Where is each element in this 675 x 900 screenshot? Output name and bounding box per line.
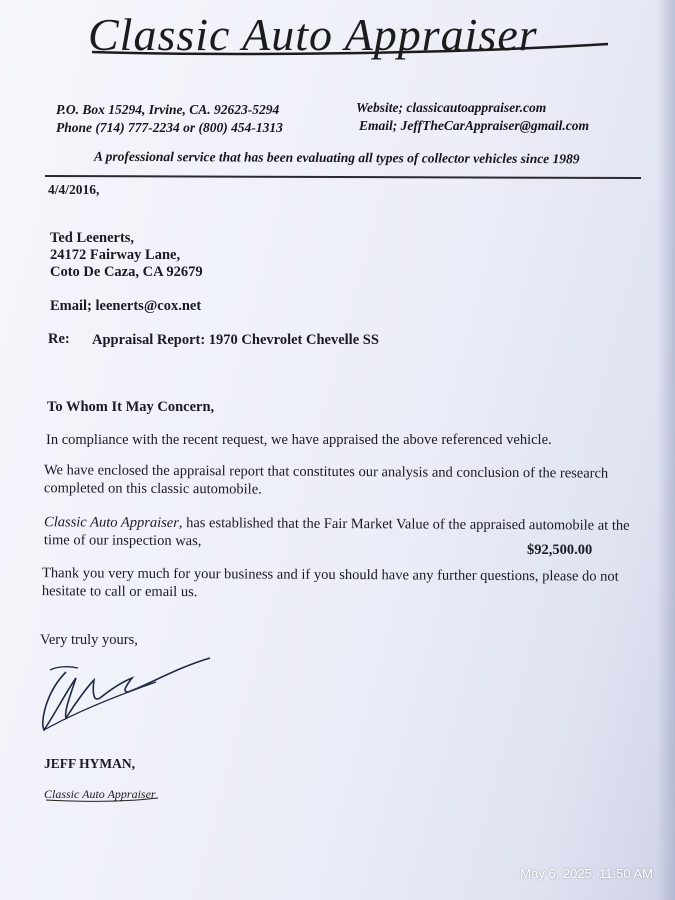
recipient-street: 24172 Fairway Lane,: [50, 247, 181, 263]
signer-company-logo: [44, 782, 162, 808]
paper-shadow-edge: [657, 0, 675, 900]
company-tagline: A professional service that has been evaluating all types of collector vehicles since 1989: [93, 148, 580, 167]
recipient-email: Email; leenerts@cox.net: [50, 298, 202, 314]
paragraph-4: Thank you very much for your business and if you should have any further questions, please do not hesitate to call or email us.: [41, 565, 619, 601]
re-label: Re:: [48, 331, 70, 347]
company-phone: Phone (714) 777-2234 or (800) 454-1313: [56, 120, 283, 135]
re-subject: Appraisal Report: 1970 Chevrolet Chevelle SS: [92, 332, 379, 348]
company-logo: [88, 6, 613, 72]
company-email: Email; JeffTheCarAppraiser@gmail.com: [359, 118, 589, 133]
salutation: To Whom It May Concern,: [47, 399, 215, 415]
closing: Very truly yours,: [40, 632, 138, 648]
recipient-name: Ted Leenerts,: [50, 230, 135, 246]
svg-text:Classic Auto Appraiser: Classic Auto Appraiser: [44, 787, 156, 801]
handwritten-signature: [36, 652, 216, 737]
paragraph-1: In compliance with the recent request, we have appraised the above referenced vehicle.: [46, 432, 552, 448]
logo-text: Classic Auto Appraiser: [88, 9, 538, 60]
paragraph-3-company: Classic Auto Appraiser: [44, 514, 179, 532]
paragraph-3-text: , has established that the Fair Market Value of the appraised automobile at the time of our inspection was,: [43, 515, 630, 550]
signer-name: JEFF HYMAN,: [44, 756, 135, 771]
recipient-city: Coto De Caza, CA 92679: [50, 264, 203, 280]
photo-timestamp: May 6, 2025, 11:50 AM: [520, 866, 653, 881]
fair-market-value: $92,500.00: [527, 542, 593, 558]
letter-date: 4/4/2016,: [48, 182, 100, 197]
company-website: Website; classicautoappraiser.com: [356, 100, 547, 115]
paragraph-2: We have enclosed the appraisal report that constitutes our analysis and conclusion of the research completed on this classic automobile.: [43, 462, 609, 498]
company-address: P.O. Box 15294, Irvine, CA. 92623-5294: [56, 102, 280, 117]
